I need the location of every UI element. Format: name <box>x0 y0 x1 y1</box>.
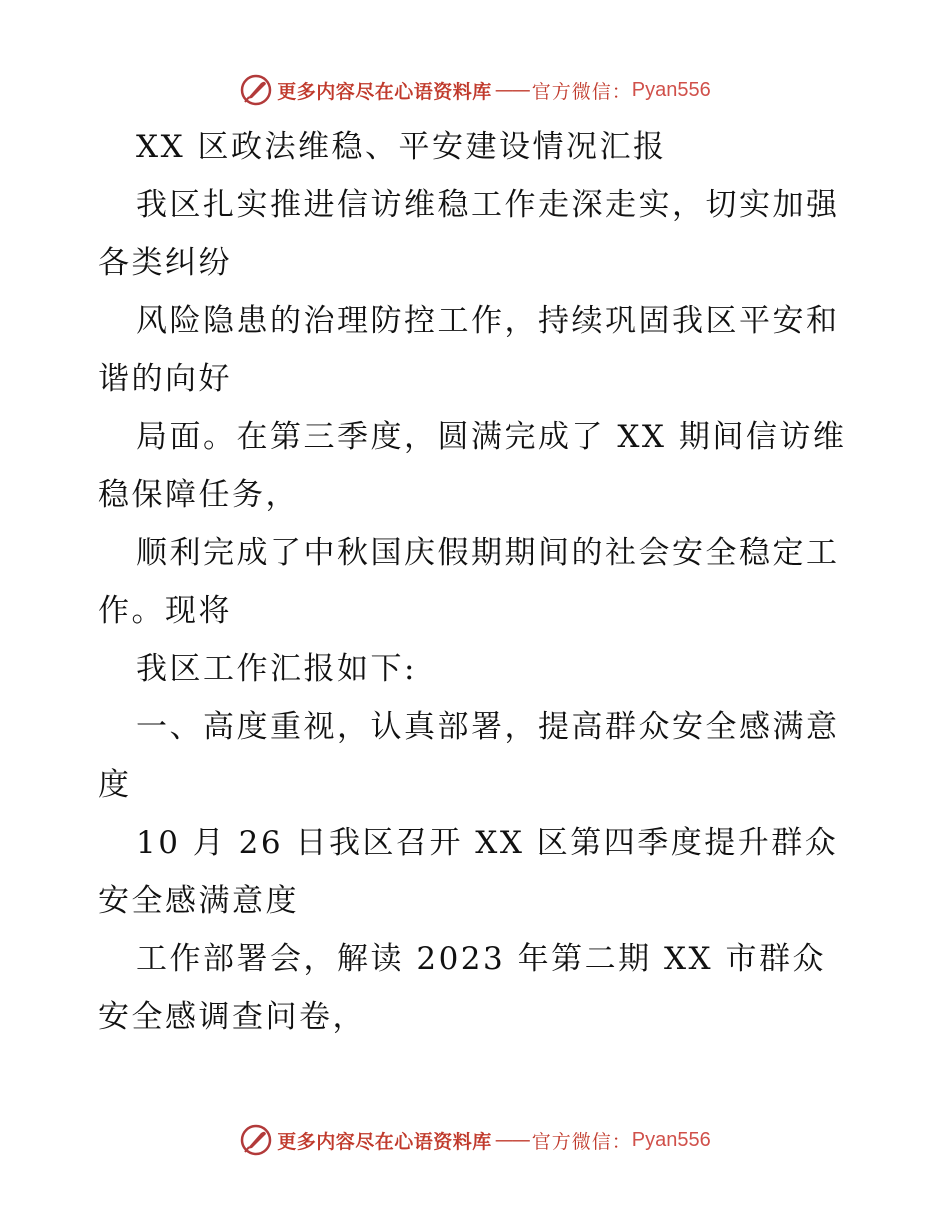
watermark-dash: —— <box>494 79 529 101</box>
watermark-wechat-id: Pyan556 <box>631 78 711 101</box>
watermark-main-text: 更多内容尽在心语资料库 <box>277 80 492 103</box>
document-title: XX 区政法维稳、平安建设情况汇报 <box>136 129 667 165</box>
watermark-sub-text: 官方微信： <box>531 80 632 103</box>
paragraph: 工作部署会，解读 2023 年第二期 XX 市群众安全感调查问卷， <box>98 941 826 1035</box>
watermark-wechat-id: Pyan556 <box>631 1128 711 1151</box>
footer-watermark <box>0 1120 950 1160</box>
paragraph: 我区工作汇报如下: <box>136 651 417 687</box>
paragraph: 风险隐患的治理防控工作，持续巩固我区平安和谐的向好 <box>98 303 840 397</box>
document-body <box>98 118 854 1046</box>
header-watermark <box>0 70 950 110</box>
section-heading: 一、高度重视，认真部署，提高群众安全感满意度 <box>98 709 840 803</box>
watermark-sub-text: 官方微信： <box>531 1130 632 1153</box>
paragraph: 我区扎实推进信访维稳工作走深走实，切实加强各类纠纷 <box>98 187 840 281</box>
paragraph: 顺利完成了中秋国庆假期期间的社会安全稳定工作。现将 <box>98 535 840 629</box>
watermark-dash: —— <box>494 1129 529 1151</box>
paragraph: 局面。在第三季度，圆满完成了 XX 期间信访维稳保障任务， <box>98 419 847 513</box>
paragraph: 10 月 26 日我区召开 XX 区第四季度提升群众安全感满意度 <box>98 825 839 919</box>
feather-pen-logo-icon <box>239 1123 273 1157</box>
watermark-main-text: 更多内容尽在心语资料库 <box>277 1130 492 1153</box>
feather-pen-logo-icon <box>239 73 273 107</box>
